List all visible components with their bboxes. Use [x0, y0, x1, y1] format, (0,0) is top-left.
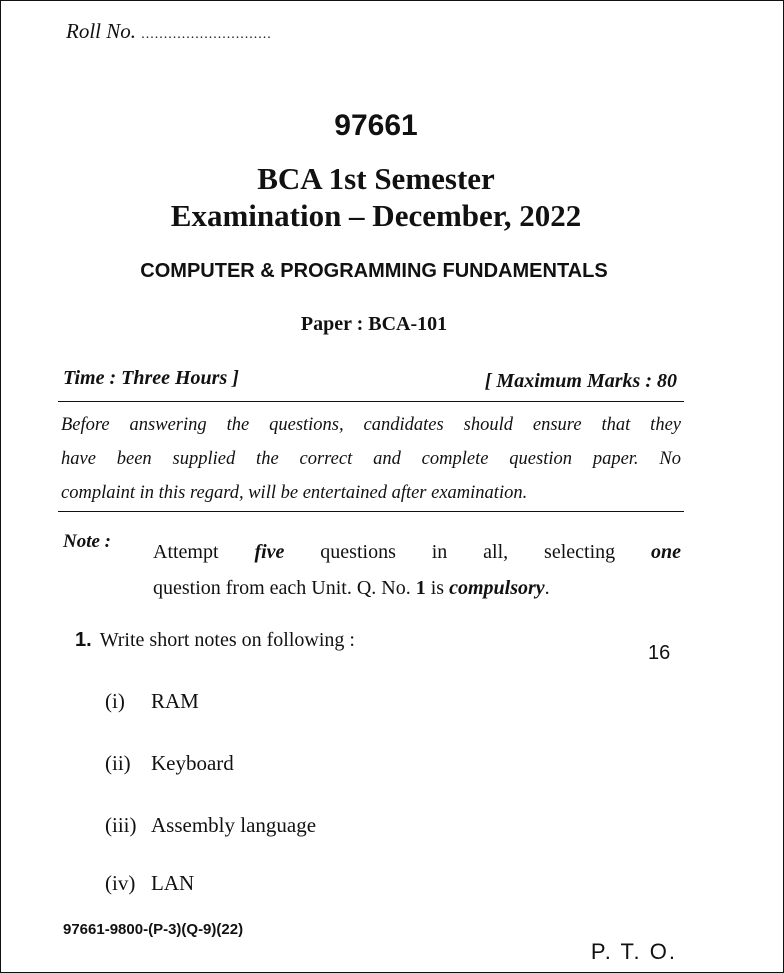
roll-number-label: Roll No.: [66, 19, 137, 43]
note-line: question from each Unit. Q. No. 1 is compulsory.: [153, 577, 550, 599]
semester-title: BCA 1st Semester: [257, 161, 495, 196]
instruction-line: Before answering the questions, candidates should ensure that they: [61, 415, 681, 435]
item-number: (ii): [105, 751, 131, 775]
divider-top: [58, 401, 684, 402]
paper-code: 97661: [334, 109, 418, 142]
candidate-instructions: [61, 408, 681, 510]
list-item: [105, 813, 316, 838]
examination-title: Examination – December, 2022: [170, 198, 582, 233]
list-item: [105, 871, 194, 896]
question-1: [75, 629, 355, 652]
item-number: (i): [105, 689, 125, 713]
question-1-marks: 16: [648, 642, 671, 664]
item-number: (iv): [105, 871, 136, 895]
item-text: LAN: [151, 871, 195, 895]
instruction-line: have been supplied the correct and complete question paper. No: [61, 449, 681, 469]
note-line: Attempt five questions in all, selecting one: [153, 541, 682, 563]
instruction-line: complaint in this regard, will be entertained after examination.: [61, 483, 528, 503]
note-text: [153, 534, 681, 606]
list-item: [105, 689, 199, 714]
subject-title: COMPUTER & PROGRAMMING FUNDAMENTALS: [140, 260, 608, 282]
divider-bottom: [58, 511, 684, 512]
note-label: Note :: [63, 531, 112, 552]
question-number: 1.: [75, 629, 92, 651]
question-text: Write short notes on following :: [99, 629, 355, 651]
item-number: (iii): [105, 813, 137, 837]
item-text: Assembly language: [151, 813, 317, 837]
roll-number-line: [66, 19, 272, 44]
list-item: [105, 751, 234, 776]
time-allowed: Time : Three Hours ]: [63, 367, 239, 389]
item-text: RAM: [151, 689, 199, 713]
paper-number: Paper : BCA-101: [300, 313, 448, 335]
please-turn-over: P. T. O.: [590, 939, 677, 964]
item-text: Keyboard: [151, 751, 234, 775]
footer-code: 97661-9800-(P-3)(Q-9)(22): [63, 921, 244, 938]
roll-number-blank: .............................: [141, 27, 272, 42]
maximum-marks: [ Maximum Marks : 80: [484, 370, 677, 392]
